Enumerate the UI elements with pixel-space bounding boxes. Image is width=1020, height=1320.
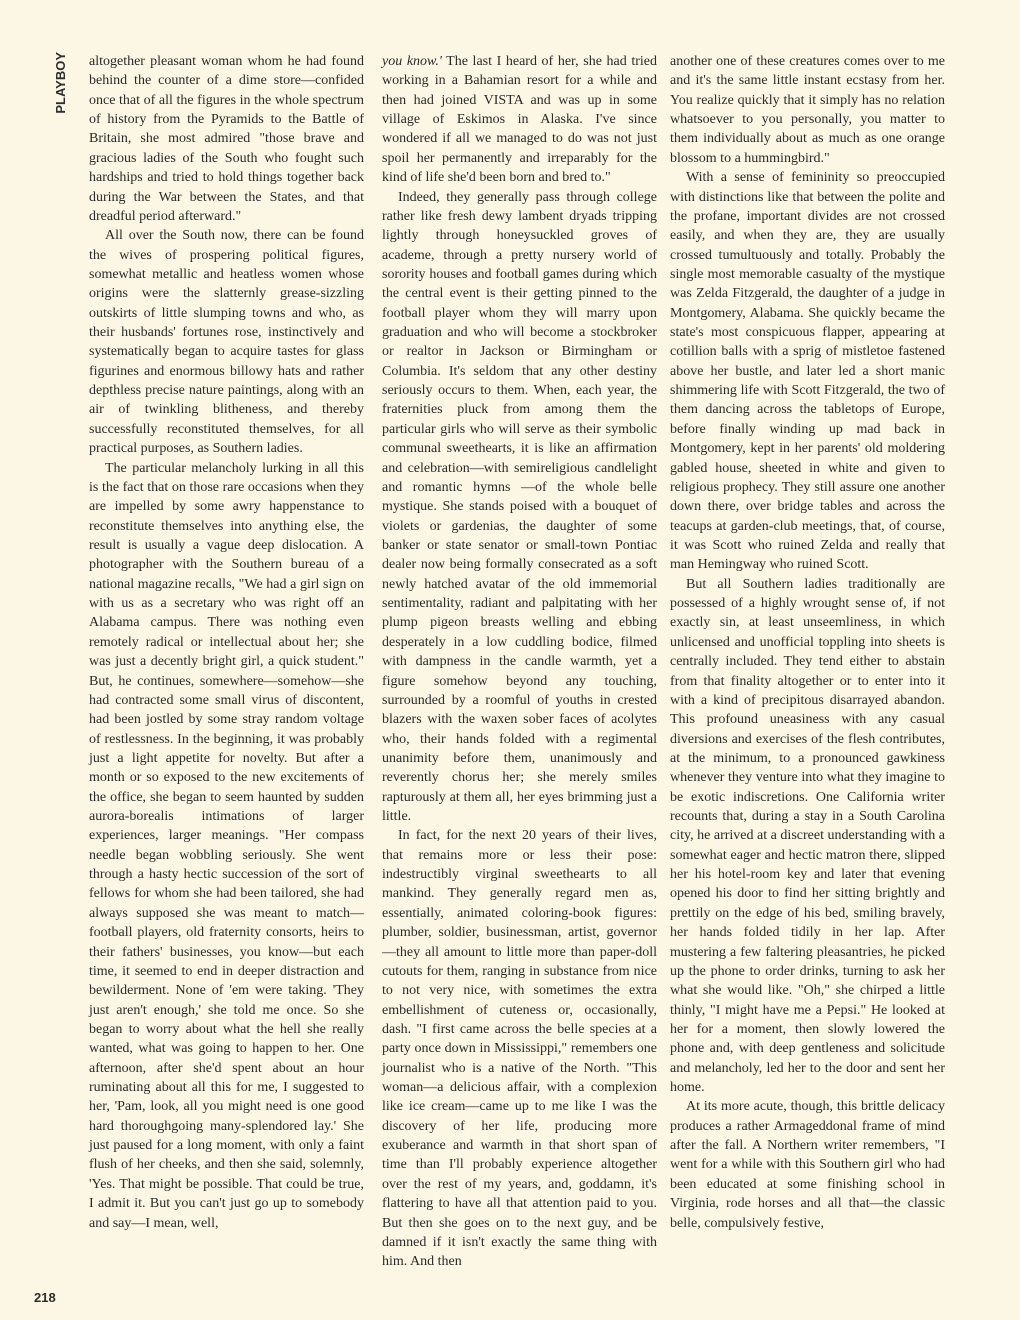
text-column-3 [670,52,945,1233]
paragraph-text: The particular melancholy lurking in all this is the fact that on those rare occasions when they are impelled by some awry happenstance to reconstitute themselves into anything else, the result is usually a vague deep dislocation. A photographer with the Southern bureau of a national magazine recalls, "We had a girl sign on with us as a secretary who was right off an Alabama campus. There was nothing even remotely radical or intellectual about her; she was just a decently bright girl, a quick student." But, he continues, somewhere—somehow—she had contracted some small virus of discontent, had been jostled by some stray random voltage of restlessness. In the beginning, it was probably just a light appetite for novelty. But after a month or so exposed to the new excitements of the office, she began to seem haunted by sudden aurora-borealis intimations of larger experiences, larger meanings. "Her compass needle began wobbling seriously. She went through a hasty hectic succession of the sort of fellows for whom she had been tailored, she had always supposed she was meant to match—football players, old fraternity consorts, heirs to their fathers' businesses, you know—but each time, it seemed to end in deeper distraction and bewilderment. None of 'em were taking. 'They just aren't enough,' she told me once. So she began to worry about what the hell she really wanted, what was going to happen to her. One afternoon, after she'd spent about an hour ruminating about all this for me, I suggested to her, 'Pam, look, all you might need is one good hard thoroughgoing many-splendored lay.' She just paused for a long moment, with only a faint flush of her cheeks, and then she said, solemnly, 'Yes. That might be possible. That could be true, I admit it. But you can't just go up to somebody and say—I mean, well, [89,460,364,1231]
paragraph [382,826,657,1271]
running-head: PLAYBOY [53,52,68,114]
paragraph [89,52,364,226]
paragraph [670,575,945,1098]
paragraph-italic-lead: you know.' [382,54,442,69]
paragraph-text: another one of these creatures comes over to me and it's the same little instant ecstasy from her. You realize quickly that it simply has no relation whatsoever to you personally, you matter to them individually about as much as one orange blossom to a hummingbird." [670,54,945,166]
paragraph [89,459,364,1233]
paragraph [670,1097,945,1233]
paragraph-text: In fact, for the next 20 years of their lives, that remains more or less their pose: indestructibly virginal sweethearts to all mankind. They generally regard men as, essentially, animated coloring-book figures: plumber, soldier, businessman, artist, governor—they all amount to little more than paper-doll cutouts for them, ranging in substance from nice to not very nice, with sometimes the extra embellishment of cuteness or, occasionally, dash. "I first came across the belle species at a party once down in Mississippi," remembers one journalist who is a native of the North. "This woman—a delicious affair, with a complexion like ice cream—came up to me like I was the discovery of her life, producing more exuberance and warmth in that short span of time than I'll probably experience altogether over the rest of my years, and, goddamn, it's flattering to have all that attention paid to you. But then she goes on to the next guy, and be damned if it isn't exactly the same thing with him. And then [382,828,657,1270]
paragraph-text: With a sense of femininity so preoccupied with distinctions like that between the polite and the profane, important divides are not crossed easily, and when they are, they are usually crossed tumultuously and totally. Probably the single most memorable casualty of the mystique was Zelda Fitzgerald, the daughter of a judge in Montgomery, Alabama. She quickly became the state's most conspicuous flapper, appearing at cotillion balls with a sprig of mistletoe fastened above her bustle, and later led a short manic shimmering life with Scott Fitzgerald, the two of them dancing across the tabletops of Europe, before finally winding up mad back in Montgomery, kept in her parents' old moldering gabled house, sheeted in white and given to religious prophecy. They still assure one another down there, over bridge tables and across the teacups at garden-club meetings, that, of course, it was Scott who ruined Zelda and really that man Hemingway who ruined Scott. [670,170,945,573]
paragraph [670,168,945,575]
paragraph-text: altogether pleasant woman whom he had found behind the counter of a dime store—confided once that of all the figures in the whole spectrum of history from the Pyramids to the Battle of Britain, she most admired "those brave and gracious ladies of the South who fought such hardships and tried to hold things together back during the War between the States, and that dreadful period afterward." [89,54,364,224]
paragraph-text: Indeed, they generally pass through college rather like fresh dewy lambent dryads tripping lightly through honeysuckled groves of academe, through a pretty nursery world of sorority houses and football games during which the central event is their getting pinned to the football player whom they will marry upon graduation and who will become a stockbroker or realtor in Jackson or Birmingham or Columbia. It's seldom that any other destiny seriously occurs to them. When, each year, the fraternities pluck from among them the particular girls who will serve as their symbolic communal sweethearts, it is like an affirmation and celebration—with semireligious candlelight and romantic hymns —of the whole belle mystique. She stands poised with a bouquet of violets or gardenias, the daughter of some banker or state senator or small-town Pontiac dealer now being formally consecrated as a soft newly hatched avatar of the old immemorial sentimentality, radiant and palpitating with her plump pigeon breasts welling and ebbing desperately in a low cuddling bodice, filmed with dampness in the candle warmth, yet a figure somehow beyond any touching, surrounded by a roomful of youths in crested blazers with the waxen sober faces of acolytes who, their hands folded with a regimental unanimity before them, unanimously and reverently chorus her; she merely smiles rapturously at them all, her eyes brimming just a little. [382,189,657,825]
page-number: 218 [34,1290,56,1305]
text-column-2 [382,52,657,1272]
paragraph [670,52,945,168]
paragraph [382,188,657,827]
paragraph-text: But all Southern ladies traditionally are possessed of a highly wrought sense of, if not exactly sin, at least unseemliness, in which unlicensed and unofficial toppling into sheets is centrally included. They tend either to abstain from that finality altogether or to enter into it with a kind of precipitous disarrayed abandon. This profound uneasiness with any casual diversions and exercises of the flesh contributes, at the minimum, to a pronounced gawkiness whenever they venture into what they imagine to be exotic indiscretions. One California writer recounts that, during a stay in a South Carolina city, he arrived at a discreet understanding with a somewhat eager and hectic matron there, slipped her his hotel-room key and later that evening opened his door to find her sitting brightly and prettily on the edge of his bed, smiling bravely, her hands folded tidily in her lap. After mustering a few faltering pleasantries, he picked up the phone to order drinks, turning to ask her what she would like. "Oh," she chirped a little thinly, "I might have me a Pepsi." He looked at her for a moment, then slowly lowered the phone and, with deep gentleness and solicitude and melancholy, led her to the door and sent her home. [670,576,945,1096]
paragraph-text: At its more acute, though, this brittle delicacy produces a rather Armageddonal frame of mind after the fall. A Northern writer remembers, "I went for a while with this Southern girl who had been educated at some finishing school in Virginia, rode horses and all that—the classic belle, compulsively festive, [670,1099,945,1231]
paragraph-text: All over the South now, there can be found the wives of prospering political figures, somewhat metallic and heatless women whose origins were the slatternly grease-sizzling outskirts of little slumping towns and who, as their husbands' fortunes rose, instinctively and systematically began to acquire tastes for glass figurines and enormous billowy hats and rather depthless precise nature paintings, along with an air of twinkling blitheness, and thereby successfully reconstituted themselves, for all practical purposes, as Southern ladies. [89,228,364,457]
paragraph-text: The last I heard of her, she had tried working in a Bahamian resort for a while and then had joined VISTA and was up in some village of Eskimos in Alaska. I've since wondered if all we managed to do was not just spoil her permanently and irreparably for the kind of life she'd been born and bred to." [382,54,657,186]
paragraph [382,52,657,188]
text-column-1 [89,52,364,1233]
paragraph [89,226,364,458]
